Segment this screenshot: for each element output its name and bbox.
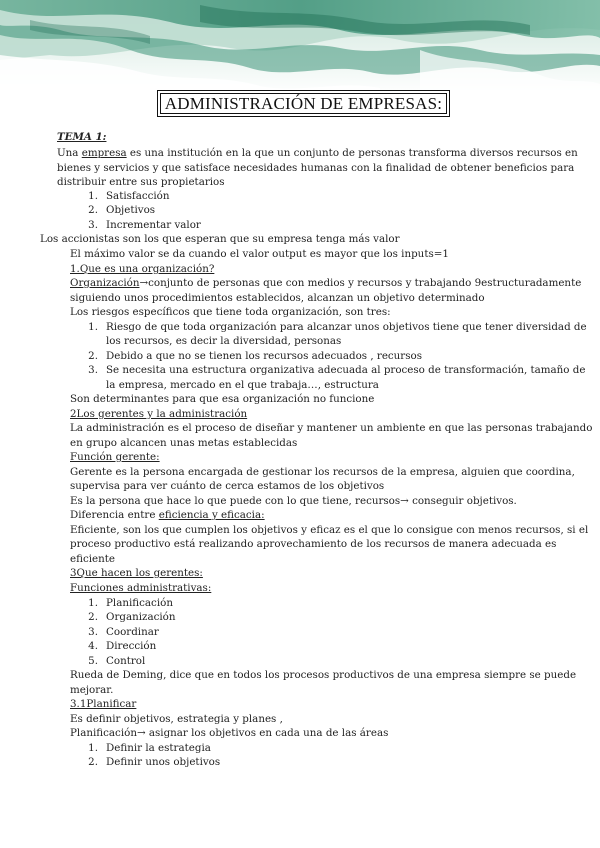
eficiencia-line-1: Eficiente, son los que cumplen los objetivos y eficaz es el que lo consigue con menos recursos, si el bbox=[70, 524, 589, 536]
list-item: Incrementar valor bbox=[106, 219, 201, 231]
list-item-number: 3. bbox=[88, 626, 98, 638]
eficiencia-line-2: proceso productivo está realizando aprovechamiento de los recursos de manera adecuada es bbox=[70, 538, 557, 550]
dif-word: eficiencia y eficacia: bbox=[158, 509, 265, 521]
org-rest: →conjunto de personas que con medios y recursos y trabajando 9estructuradamente bbox=[139, 277, 582, 289]
org-line-2: siguiendo unos procedimientos establecidos, alcanzan un objetivo determinado bbox=[70, 292, 485, 304]
list-item: Dirección bbox=[106, 640, 157, 652]
gerente-line-3: Es la persona que hace lo que puede con lo que tiene, recursos→ conseguir objetivos. bbox=[70, 495, 517, 507]
dif-pre: Diferencia entre bbox=[70, 509, 159, 521]
funcion-gerente-heading: Función gerente: bbox=[70, 451, 160, 463]
list-item: Satisfacción bbox=[106, 190, 170, 202]
list-item-number: 2. bbox=[88, 756, 98, 768]
adm-line-1: La administración es el proceso de diseñar y mantener un ambiente en que las personas trabajando bbox=[70, 422, 593, 434]
list-item-cont: los recursos, es decir la diversidad, personas bbox=[106, 335, 342, 347]
eficiencia-line-3: eficiente bbox=[70, 553, 115, 565]
list-item-number: 3. bbox=[88, 219, 98, 231]
header-banner bbox=[0, 0, 600, 95]
org-word: Organización bbox=[70, 277, 140, 289]
funciones-heading: Funciones administrativas: bbox=[70, 582, 212, 594]
accionistas-line: Los accionistas son los que esperan que su empresa tenga más valor bbox=[40, 233, 400, 245]
list-item-number: 5. bbox=[88, 655, 98, 667]
def-post: es una institución en la que un conjunto de personas transforma diversos recursos en bbox=[126, 147, 578, 159]
list-item-number: 2. bbox=[88, 204, 98, 216]
list-item: Organización bbox=[106, 611, 176, 623]
max-value-line: El máximo valor se da cuando el valor output es mayor que los inputs=1 bbox=[70, 248, 449, 260]
org-line-1 bbox=[70, 276, 581, 290]
riesgos-line: Los riesgos específicos que tiene toda organización, son tres: bbox=[70, 306, 391, 318]
list-item-cont: la empresa, mercado en el que trabaja…, estructura bbox=[106, 379, 379, 391]
gerente-line-1: Gerente es la persona encargada de gestionar los recursos de la empresa, alguien que coordina, bbox=[70, 466, 575, 478]
list-item: Planificación bbox=[106, 597, 173, 609]
section-heading-3-1: 3.1Planificar bbox=[70, 698, 137, 710]
determinantes-line: Son determinantes para que esa organización no funcione bbox=[70, 393, 375, 405]
deming-line-1: Rueda de Deming, dice que en todos los procesos productivos de una empresa siempre se puede bbox=[70, 669, 577, 681]
planificar-line-2: Planificación→ asignar los objetivos en cada una de las áreas bbox=[70, 727, 389, 739]
definition-line-2: bienes y servicios y que satisface necesidades humanas con la finalidad de obtener beneficios para bbox=[57, 162, 575, 174]
section-heading-3: 3Que hacen los gerentes: bbox=[70, 567, 203, 579]
list-item: Definir la estrategia bbox=[106, 742, 211, 754]
list-item-number: 2. bbox=[88, 611, 98, 623]
list-item-number: 1. bbox=[88, 597, 98, 609]
list-item: Coordinar bbox=[106, 626, 159, 638]
gerente-line-2: supervisa para ver cuánto de cerca estamos de los objetivos bbox=[70, 480, 385, 492]
def-pre: Una bbox=[57, 147, 82, 159]
page-title-text: ADMINISTRACIÓN DE EMPRESAS: bbox=[164, 93, 443, 113]
list-item: Riesgo de que toda organización para alcanzar unos objetivos tiene que tener diversidad de bbox=[106, 321, 587, 333]
planificar-line-1: Es definir objetivos, estrategia y planes , bbox=[70, 713, 283, 725]
watercolor-decoration bbox=[0, 0, 600, 95]
list-item: Debido a que no se tienen los recursos adecuados , recursos bbox=[106, 350, 422, 362]
page-title bbox=[157, 90, 450, 117]
section-heading-1: 1.Que es una organización? bbox=[70, 263, 215, 275]
tema-heading: TEMA 1: bbox=[57, 131, 107, 143]
list-item: Se necesita una estructura organizativa adecuada al proceso de transformación, tamaño de bbox=[106, 364, 586, 376]
deming-line-2: mejorar. bbox=[70, 684, 114, 696]
diferencia-heading bbox=[70, 508, 265, 522]
section-heading-2: 2Los gerentes y la administración bbox=[70, 408, 248, 420]
list-item-number: 1. bbox=[88, 321, 98, 333]
list-item: Definir unos objetivos bbox=[106, 756, 221, 768]
def-word: empresa bbox=[81, 147, 127, 159]
list-item: Objetivos bbox=[106, 204, 156, 216]
definition-line-1 bbox=[57, 146, 578, 160]
adm-line-2: en grupo alcancen unas metas establecidas bbox=[70, 437, 298, 449]
definition-line-3: distribuir entre sus propietarios bbox=[57, 176, 225, 188]
list-item-number: 2. bbox=[88, 350, 98, 362]
list-item-number: 1. bbox=[88, 742, 98, 754]
list-item-number: 1. bbox=[88, 190, 98, 202]
list-item: Control bbox=[106, 655, 146, 667]
list-item-number: 4. bbox=[88, 640, 98, 652]
list-item-number: 3. bbox=[88, 364, 98, 376]
